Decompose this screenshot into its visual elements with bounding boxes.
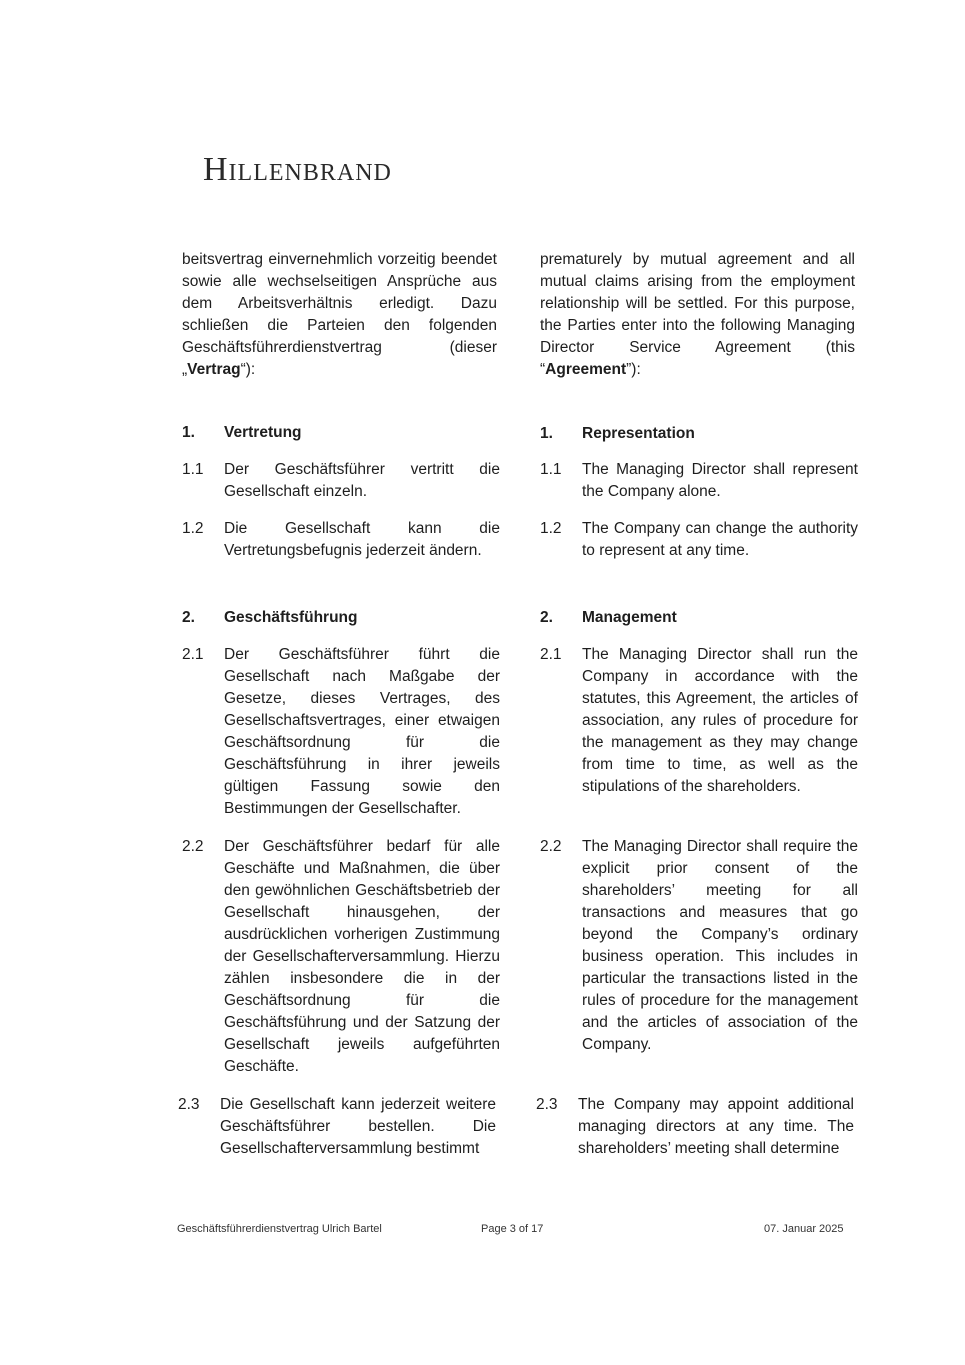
clause-text: The Company can change the authority to represent at any time. (582, 520, 858, 559)
clause-number: 2.1 (182, 646, 204, 663)
intro-text-end: ”): (626, 361, 641, 378)
clause-number: 1.2 (182, 520, 204, 537)
clause-de (182, 836, 500, 1078)
intro-paragraph-en (540, 249, 855, 381)
clause-en (540, 459, 858, 503)
clause-number: 1.1 (540, 461, 562, 478)
section-heading-en (540, 607, 860, 629)
section-heading-de (182, 607, 502, 629)
section-number: 2. (540, 609, 553, 626)
clause-de (178, 1094, 496, 1160)
company-logo: Hillenbrand (203, 151, 392, 188)
intro-text: prematurely by mutual agreement and all mutual claims arising from the employment relationship will be settled. For this purpose, the Parties enter into the following Managing Director Service Agreement (this “ (540, 251, 855, 378)
clause-number: 2.2 (182, 838, 204, 855)
clause-text: Die Gesellschaft kann jederzeit weitere Geschäftsführer bestellen. Die Gesellschafterversammlung bestimmt (220, 1096, 496, 1157)
clause-text: The Managing Director shall represent the Company alone. (582, 461, 858, 500)
section-heading-de (182, 422, 502, 444)
section-title: Management (582, 609, 677, 626)
clause-de (182, 459, 500, 503)
defined-term: Vertrag (187, 361, 241, 378)
clause-text: Der Geschäftsführer bedarf für alle Geschäfte und Maßnahmen, die über den gewöhnlichen Geschäftsbetrieb der Gesellschaft hinausgehen, der ausdrücklichen vorherigen Zustimmung der Gesellschafterversammlung. Hierzu zählen insbesondere die in der Geschäftsordnung für die Geschäftsführung und der Satzung der Gesellschaft jeweils aufgeführten Geschäfte. (224, 838, 500, 1075)
section-number: 1. (182, 424, 195, 441)
footer-page-number: Page 3 of 17 (481, 1223, 544, 1235)
clause-number: 2.3 (536, 1096, 558, 1113)
section-title: Vertretung (224, 424, 302, 441)
clause-text: Der Geschäftsführer vertritt die Gesellschaft einzeln. (224, 461, 500, 500)
section-number: 1. (540, 425, 553, 442)
section-title: Representation (582, 425, 695, 442)
clause-text: Die Gesellschaft kann die Vertretungsbefugnis jederzeit ändern. (224, 520, 500, 559)
intro-text: beitsvertrag einvernehmlich vorzeitig beendet sowie alle wechselseitigen Ansprüche aus dem Arbeitsverhältnis erledigt. Dazu schließen die Parteien den folgenden Geschäftsführerdienstvertrag (dieser „ (182, 251, 497, 378)
clause-text: The Company may appoint additional managing directors at any time. The shareholders’ meeting shall determine (578, 1096, 854, 1157)
intro-text-end: “): (240, 361, 256, 378)
clause-en (540, 644, 858, 798)
footer-document-name: Geschäftsführerdienstvertrag Ulrich Bartel (177, 1223, 382, 1235)
clause-number: 2.3 (178, 1096, 200, 1113)
clause-de (182, 644, 500, 820)
clause-en (540, 518, 858, 562)
clause-text: Der Geschäftsführer führt die Gesellschaft nach Maßgabe der Gesetze, dieses Vertrages, des Gesellschaftsvertrages, einer etwaigen Geschäftsordnung für die Geschäftsführung in ihrer jeweils gültigen Fassung sowie den Bestimmungen der Gesellschafter. (224, 646, 500, 817)
clause-number: 2.2 (540, 838, 562, 855)
clause-text: The Managing Director shall require the explicit prior consent of the shareholders’ meeting for all transactions and measures that go beyond the Company’s ordinary business operation. This includes in particular the transactions listed in the rules of procedure for the management and the articles of association of the Company. (582, 838, 858, 1053)
clause-de (182, 518, 500, 562)
defined-term: Agreement (545, 361, 627, 378)
intro-paragraph-de (182, 249, 497, 381)
clause-en (540, 836, 858, 1056)
clause-number: 1.2 (540, 520, 562, 537)
clause-en (536, 1094, 854, 1160)
clause-number: 1.1 (182, 461, 204, 478)
clause-number: 2.1 (540, 646, 562, 663)
section-heading-en (540, 423, 860, 445)
footer-date: 07. Januar 2025 (764, 1223, 844, 1235)
clause-text: The Managing Director shall run the Company in accordance with the statutes, this Agreement, the articles of association, any rules of procedure for the management as they may change from time to time, as well as the stipulations of the shareholders. (582, 646, 858, 795)
section-title: Geschäftsführung (224, 609, 358, 626)
section-number: 2. (182, 609, 195, 626)
